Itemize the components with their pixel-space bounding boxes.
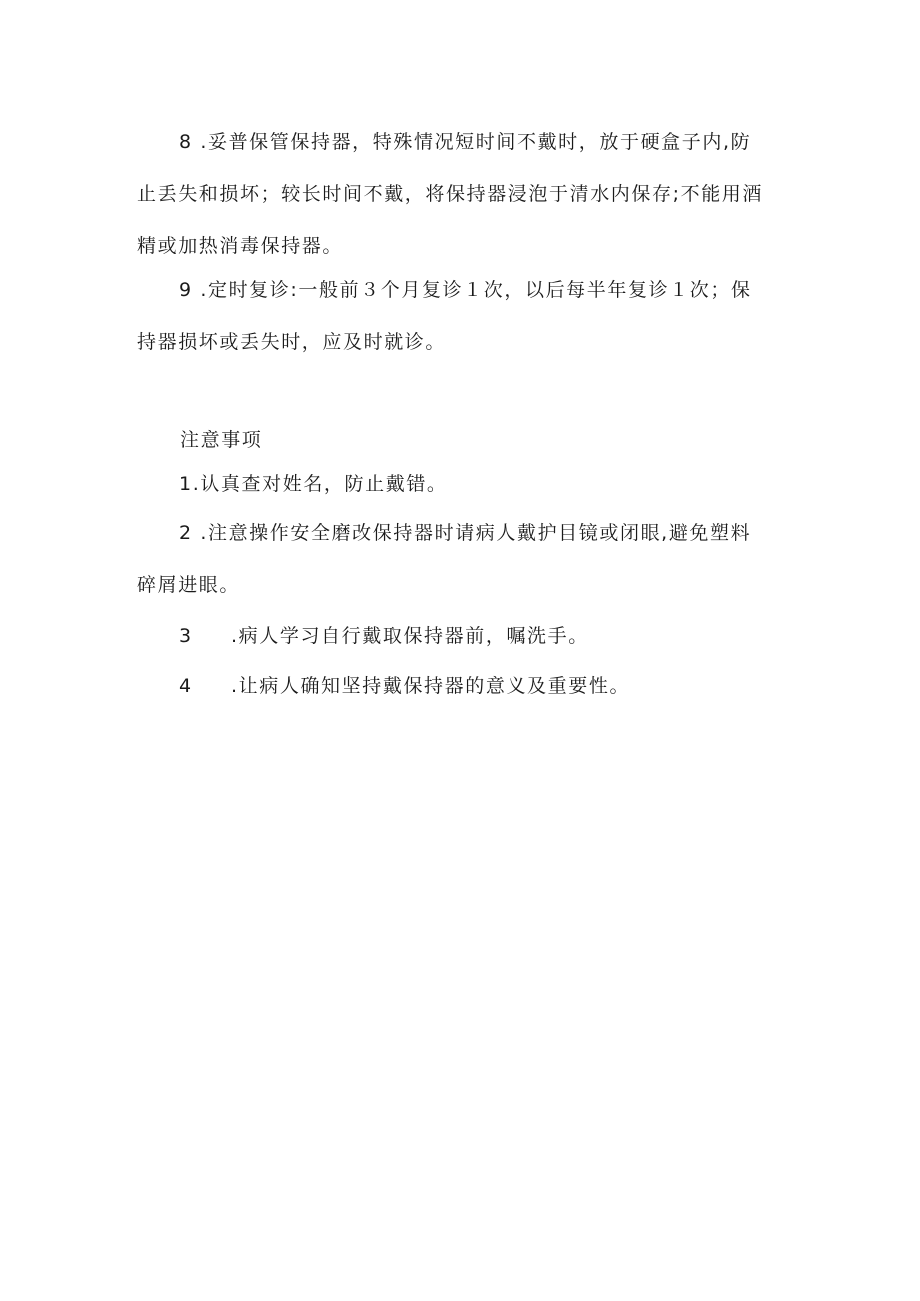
paragraph-line: 止丢失和损坏；较长时间不戴，将保持器浸泡于清水内保存;不能用酒 — [137, 183, 764, 205]
note-item-3 — [137, 610, 792, 662]
paragraph-line: 持器损坏或丢失时，应及时就诊。 — [137, 331, 447, 353]
paragraph-line — [137, 507, 792, 559]
item-number: 3 — [179, 625, 193, 647]
paragraph-line — [137, 458, 792, 510]
paragraph-line — [137, 116, 792, 168]
section-heading: 注意事项 — [180, 429, 263, 451]
item-text: .妥普保管保持器，特殊情况短时间不戴时，放于硬盒子内,防 — [192, 131, 752, 153]
paragraph-line: 精或加热消毒保持器。 — [137, 235, 344, 257]
item-number: 9 — [179, 279, 193, 301]
item-text: .病人学习自行戴取保持器前，嘱洗手。 — [231, 625, 589, 647]
paragraph-line — [137, 660, 792, 712]
note-item-1 — [137, 458, 792, 510]
paragraph-line: 碎屑进眼。 — [137, 574, 241, 596]
item-number: 1. — [179, 473, 201, 495]
item-text: 认真查对姓名，防止戴错。 — [200, 473, 448, 495]
item-text: .让病人确知坚持戴保持器的意义及重要性。 — [231, 675, 631, 697]
paragraph-line — [137, 610, 792, 662]
paragraph-item-9 — [137, 264, 792, 368]
paragraph-item-8 — [137, 116, 792, 272]
item-text: .定时复诊:一般前３个月复诊１次，以后每半年复诊１次；保 — [192, 279, 752, 301]
item-number: 8 — [179, 131, 193, 153]
paragraph-line — [137, 264, 792, 316]
item-number: 4 — [179, 675, 193, 697]
note-item-4 — [137, 660, 792, 712]
item-number: 2 — [179, 522, 193, 544]
note-item-2 — [137, 507, 792, 611]
item-text: .注意操作安全磨改保持器时请病人戴护目镜或闭眼,避免塑料 — [192, 522, 752, 544]
